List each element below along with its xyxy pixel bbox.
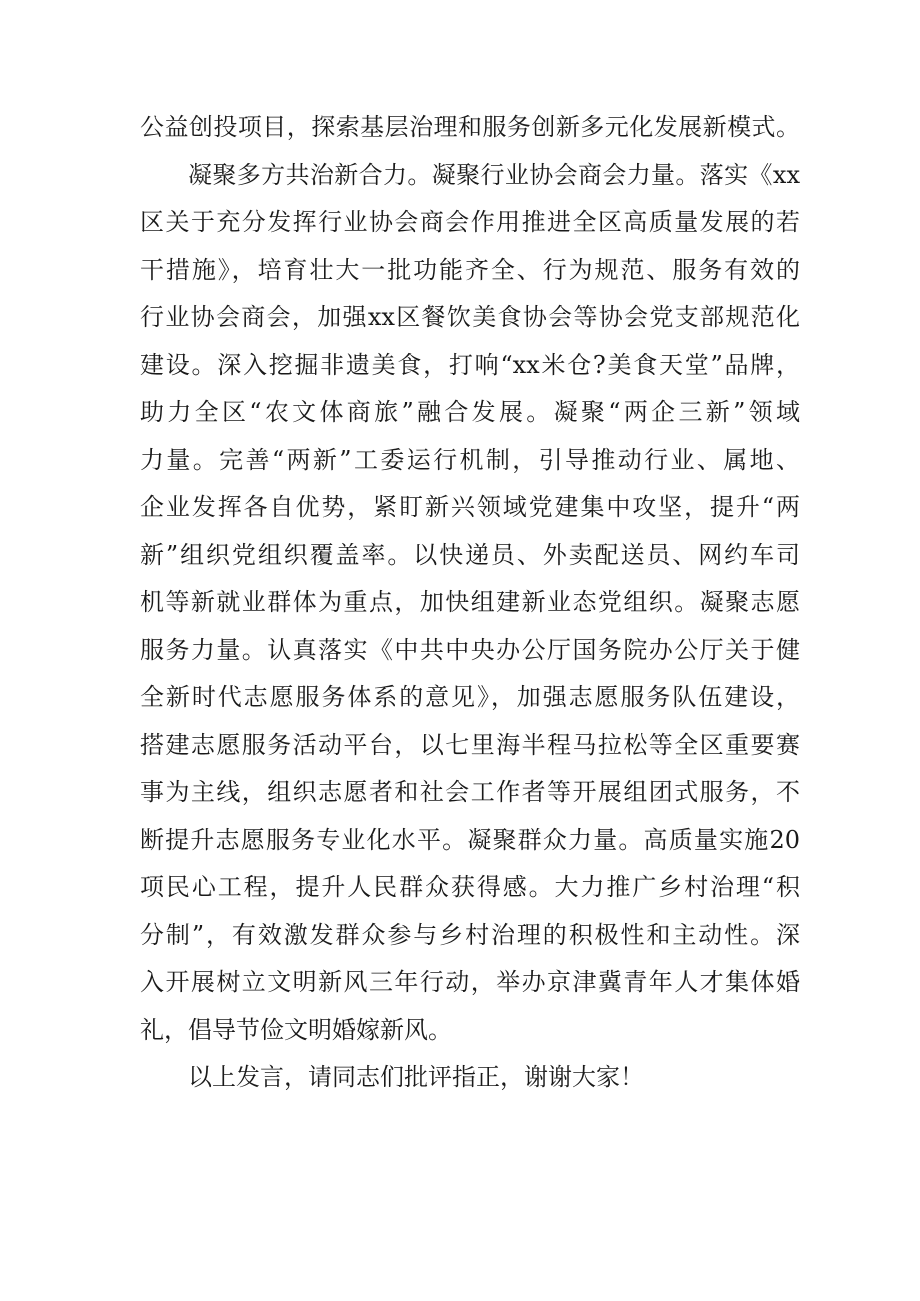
text-line: 企业发挥各自优势，紧盯新兴领域党建集中攻坚，提升“两 xyxy=(140,493,800,521)
text-line: 事为主线，组织志愿者和社会工作者等开展组团式服务，不 xyxy=(140,778,800,806)
text-line: 断提升志愿服务专业化水平。凝聚群众力量。高质量实施20 xyxy=(140,825,800,854)
text-line: 分制”，有效激发群众参与乡村治理的积极性和主动性。深 xyxy=(140,920,800,949)
text-line: 干措施》，培育壮大一批功能齐全、行为规范、服务有效的 xyxy=(140,255,800,284)
text-line: 新”组织党组织覆盖率。以快递员、外卖配送员、网约车司 xyxy=(140,540,800,569)
text-line: 机等新就业群体为重点，加快组建新业态党组织。凝聚志愿 xyxy=(140,588,800,616)
text-line: 助力全区“农文体商旅”融合发展。凝聚“两企三新”领域 xyxy=(140,398,800,426)
text-line: 建设。深入挖掘非遗美食，打响“xx米仓?美食天堂”品牌， xyxy=(140,350,800,379)
text-line: 公益创投项目，探索基层治理和服务创新多元化发展新模式。 xyxy=(140,113,800,141)
closing-line: 以上发言，请同志们批评指正，谢谢大家！ xyxy=(188,1063,644,1091)
text-line: 全新时代志愿服务体系的意见》，加强志愿服务队伍建设， xyxy=(140,683,800,711)
text-line: 项民心工程，提升人民群众获得感。大力推广乡村治理“积 xyxy=(140,873,800,901)
text-line: 凝聚多方共治新合力。凝聚行业协会商会力量。落实《xx xyxy=(188,160,800,189)
document-body xyxy=(140,104,800,1102)
text-line: 力量。完善“两新”工委运行机制，引导推动行业、属地、 xyxy=(140,445,800,474)
text-line: 服务力量。认真落实《中共中央办公厅国务院办公厅关于健 xyxy=(140,635,800,664)
text-line: 入开展树立文明新风三年行动，举办京津冀青年人才集体婚 xyxy=(140,968,800,996)
text-line: 区关于充分发挥行业协会商会作用推进全区高质量发展的若 xyxy=(140,208,800,236)
text-line: 行业协会商会，加强xx区餐饮美食协会等协会党支部规范化 xyxy=(140,303,800,331)
text-line: 礼，倡导节俭文明婚嫁新风。 xyxy=(140,1015,452,1044)
text-line: 搭建志愿服务活动平台，以七里海半程马拉松等全区重要赛 xyxy=(140,730,800,759)
